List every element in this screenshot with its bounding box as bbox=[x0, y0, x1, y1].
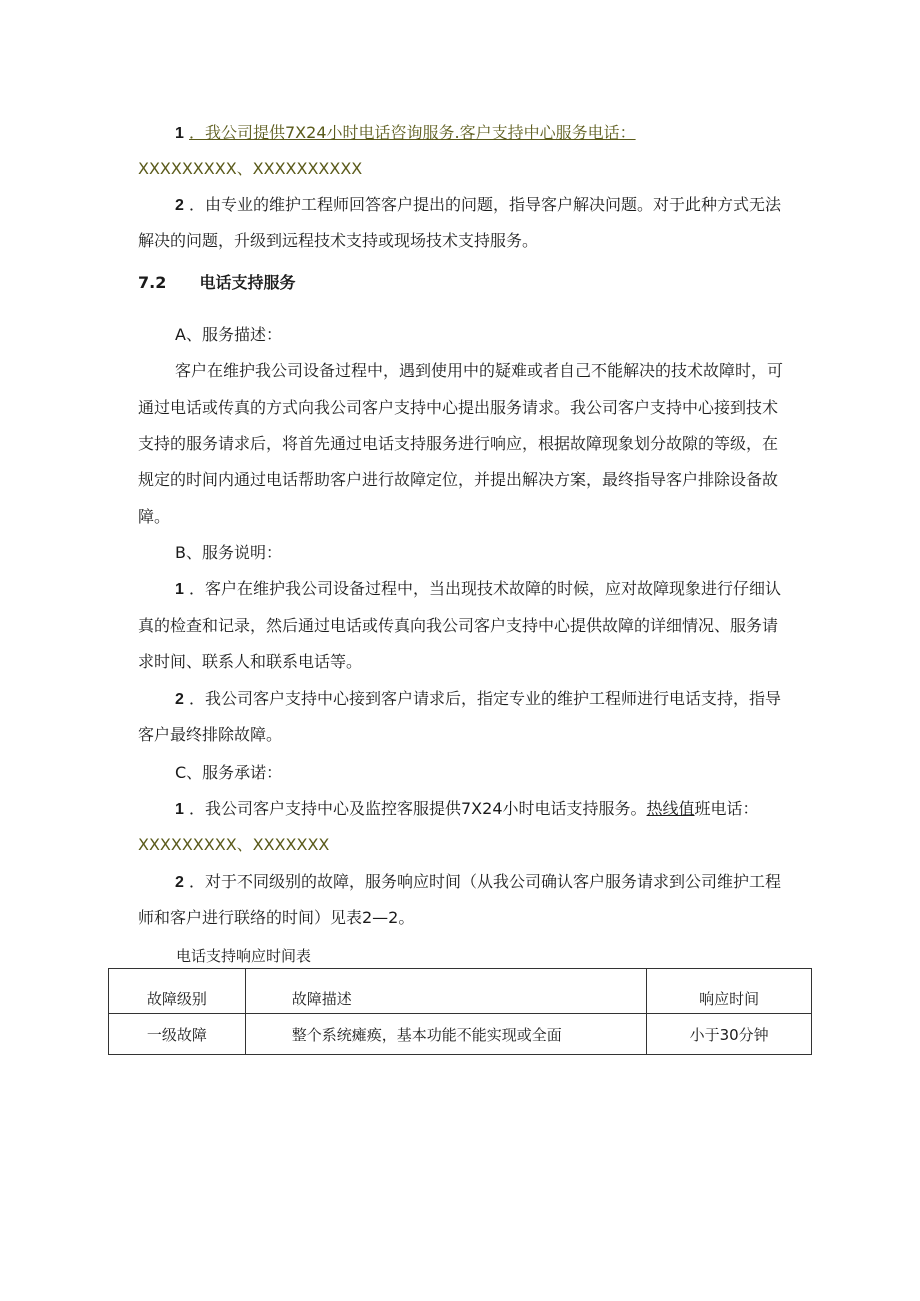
para-a-line-4: 规定的时间内通过电话帮助客户进行故障定位，并提出解决方案，最终指导客户排除设备故 bbox=[138, 470, 779, 489]
c-item-1-number: 1 bbox=[175, 801, 184, 818]
item-2-continuation: 解决的问题，升级到远程技术支持或现场技术支持服务。 bbox=[138, 231, 539, 250]
cell-fault-level: 一级故障 bbox=[109, 1014, 246, 1055]
para-a-line-5: 障。 bbox=[138, 507, 171, 526]
b-item-2-line-1: ．我公司客户支持中心接到客户请求后，指定专业的维护工程师进行电话支持，指导 bbox=[189, 689, 782, 708]
table-row bbox=[109, 1014, 812, 1055]
item-1-text: ．我公司提供7X24小时电话咨询服务.客户支持中心服务电话： bbox=[189, 123, 636, 142]
c-item-2-line-1: ．对于不同级别的故障，服务响应时间（从我公司确认客户服务请求到公司维护工程 bbox=[189, 872, 782, 891]
c-item-2-line-2: 师和客户进行联络的时间）见表2—2。 bbox=[138, 908, 415, 927]
item-2 bbox=[175, 194, 815, 217]
hotline-underlined: 热线值 bbox=[646, 799, 695, 818]
b-item-2-line-2: 客户最终排除故障。 bbox=[138, 725, 283, 744]
phone-numbers-2: XXXXXXXXX、XXXXXXX bbox=[138, 835, 330, 854]
cell-fault-description: 整个系统瘫痪，基本功能不能实现或全面 bbox=[245, 1014, 646, 1055]
b-item-1-line-3: 求时间、联系人和联系电话等。 bbox=[138, 652, 363, 671]
section-title: 电话支持服务 bbox=[199, 273, 296, 292]
b-item-1-line-2: 真的检查和记录，然后通过电话或传真向我公司客户支持中心提供故障的详细情况、服务请 bbox=[138, 616, 779, 635]
c-item-2-number: 2 bbox=[175, 874, 184, 891]
label-b: B、服务说明： bbox=[175, 543, 282, 562]
item-2-number: 2 bbox=[175, 197, 184, 214]
label-a: A、服务描述： bbox=[175, 325, 282, 344]
table-caption: 电话支持响应时间表 bbox=[176, 947, 312, 965]
section-number: 7.2 bbox=[138, 273, 167, 292]
header-response-time: 响应时间 bbox=[647, 969, 812, 1014]
item-1-number: 1 bbox=[175, 125, 184, 142]
para-a-line-3: 支持的服务请求后，将首先通过电话支持服务进行响应，根据故障现象划分故隙的等级，在 bbox=[138, 434, 779, 453]
c-item-1-text: ．我公司客户支持中心及监控客服提供7X24小时电话支持服务。 bbox=[189, 799, 647, 818]
c-item-1 bbox=[175, 798, 815, 821]
c-item-2 bbox=[175, 871, 815, 894]
phone-numbers-1: XXXXXXXXX、XXXXXXXXXX bbox=[138, 159, 363, 178]
section-heading bbox=[138, 272, 818, 294]
header-fault-description: 故障描述 bbox=[245, 969, 646, 1014]
item-2-text: ．由专业的维护工程师回答客户提出的问题，指导客户解决问题。对于此种方式无法 bbox=[189, 195, 782, 214]
cell-response-time: 小于30分钟 bbox=[647, 1014, 812, 1055]
c-item-1-text-end: 班电话： bbox=[694, 799, 759, 818]
para-a-line-1: 客户在维护我公司设备过程中，遇到使用中的疑难或者自己不能解决的技术故障时，可 bbox=[175, 361, 784, 380]
response-time-table bbox=[108, 968, 812, 1055]
label-c: C、服务承诺： bbox=[175, 763, 283, 782]
b-item-2 bbox=[175, 688, 815, 711]
b-item-1-line-1: ．客户在维护我公司设备过程中，当出现技术故障的时候，应对故障现象进行仔细认 bbox=[189, 579, 782, 598]
item-1 bbox=[175, 122, 815, 145]
b-item-1 bbox=[175, 578, 815, 601]
b-item-1-number: 1 bbox=[175, 581, 184, 598]
header-fault-level: 故障级别 bbox=[109, 969, 246, 1014]
para-a-line-2: 通过电话或传真的方式向我公司客户支持中心提出服务请求。我公司客户支持中心接到技术 bbox=[138, 398, 779, 417]
b-item-2-number: 2 bbox=[175, 691, 184, 708]
table-header-row bbox=[109, 969, 812, 1014]
